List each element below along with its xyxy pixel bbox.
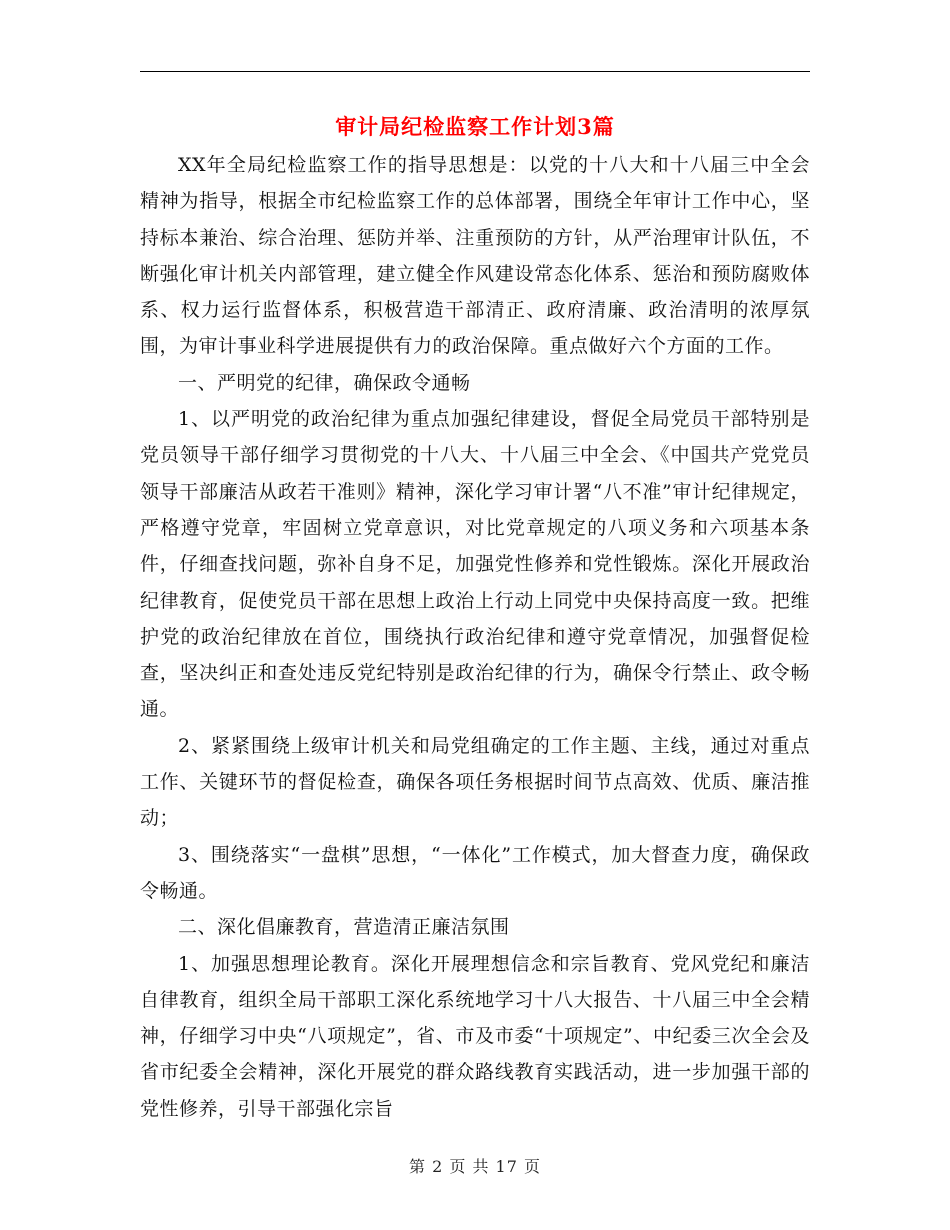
document-title: 审计局纪检监察工作计划3篇 (335, 114, 615, 139)
header-rule (140, 71, 810, 72)
paragraph-2-1: 1、加强思想理论教育。深化开展理想信念和宗旨教育、党风党纪和廉洁自律教育，组织全局干部职工深化系统地学习十八大报告、十八届三中全会精神，仔细学习中央“八项规定”，省、市及市委“十项规定”、中纪委三次全会及省市纪委全会精神，深化开展党的群众路线教育实践活动，进一步加强干部的党性修养，引导干部强化宗旨 (140, 952, 810, 1120)
paragraph-1-2: 2、紧紧围绕上级审计机关和局党组确定的工作主题、主线，通过对重点工作、关键环节的督促检查，确保各项任务根据时间节点高效、优质、廉洁推动； (140, 734, 810, 830)
document-body (140, 147, 810, 1127)
page-number: 第 2 页 共 17 页 (409, 1157, 541, 1176)
section-heading-2: 二、深化倡廉教育，营造清正廉洁氛围 (178, 916, 510, 939)
paragraph-1-1: 1、以严明党的政治纪律为重点加强纪律建设，督促全局党员干部特别是党员领导干部仔细学习贯彻党的十八大、十八届三中全会、《中国共产党党员领导干部廉洁从政若干准则》精神，深化学习审计署“八不准”审计纪律规定，严格遵守党章，牢固树立党章意识，对比党章规定的八项义务和六项基本条件，仔细查找问题，弥补自身不足，加强党性修养和党性锻炼。深化开展政治纪律教育，促使党员干部在思想上政治上行动上同党中央保持高度一致。把维护党的政治纪律放在首位，围绕执行政治纪律和遵守党章情况，加强督促检查，坚决纠正和查处违反党纪特别是政治纪律的行为，确保令行禁止、政令畅通。 (140, 408, 810, 721)
section-heading-1: 一、严明党的纪律，确保政令通畅 (178, 371, 471, 394)
paragraph-guiding-thought: XX年全局纪检监察工作的指导思想是：以党的十八大和十八届三中全会精神为指导，根据全市纪检监察工作的总体部署，围绕全年审计工作中心，坚持标本兼治、综合治理、惩防并举、注重预防的方针，从严治理审计队伍，不断强化审计机关内部管理，建立健全作风建设常态化体系、惩治和预防腐败体系、权力运行监督体系，积极营造干部清正、政府清廉、政治清明的浓厚氛围，为审计事业科学进展提供有力的政治保障。重点做好六个方面的工作。 (140, 154, 810, 358)
paragraph-1-3: 3、围绕落实“一盘棋”思想，“一体化”工作模式，加大督查力度，确保政令畅通。 (140, 843, 810, 902)
